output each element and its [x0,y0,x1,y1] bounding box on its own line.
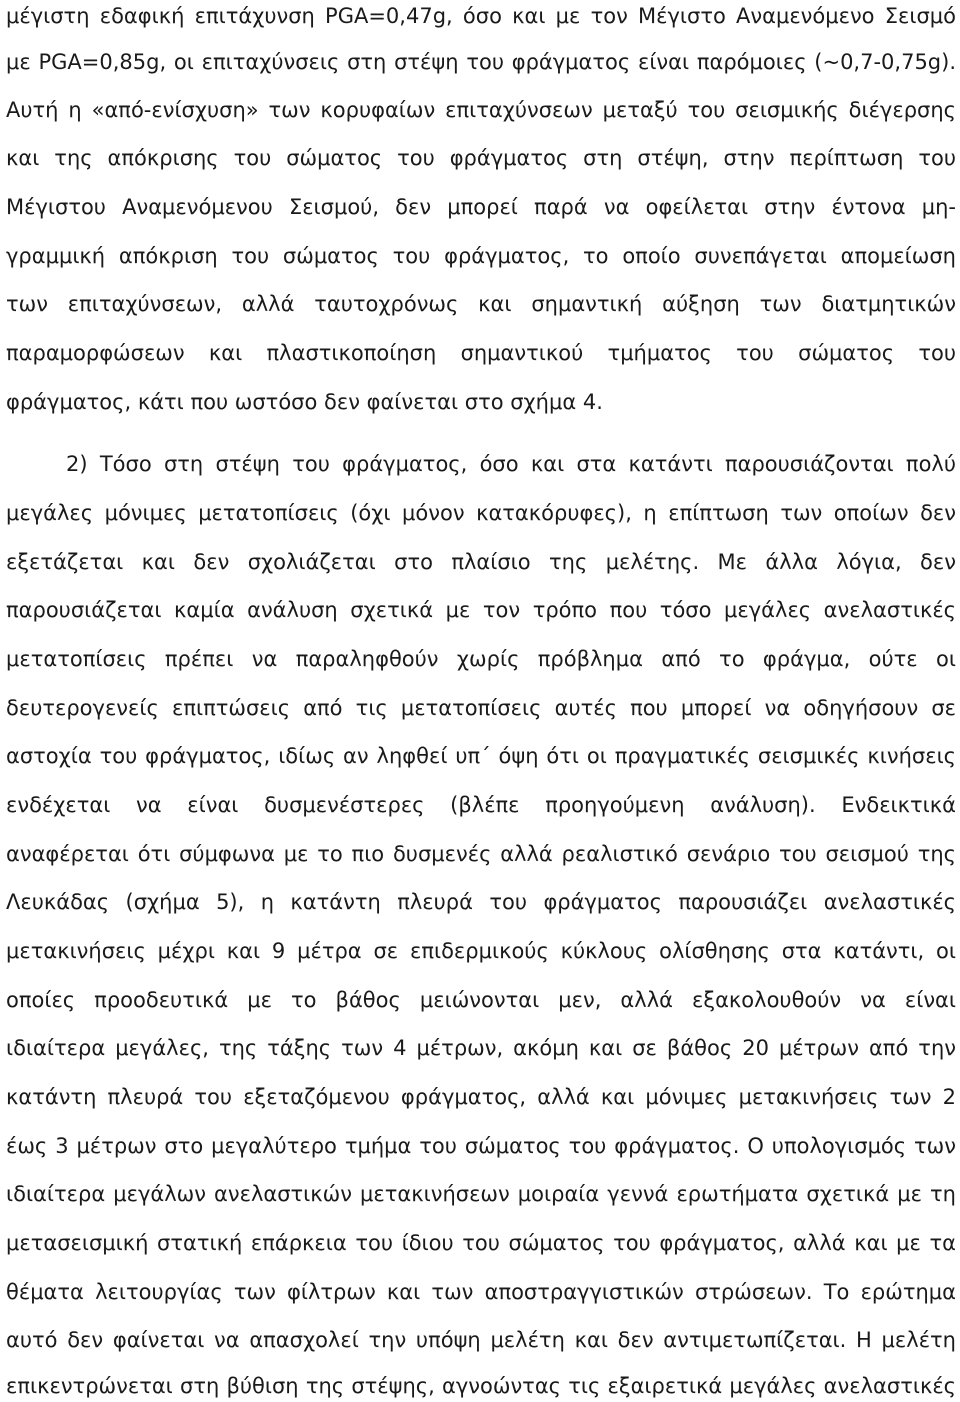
text-line: ενδέχεται να είναι δυσμενέστερες (βλέπε προηγούμενη ανάλυση). Ενδεικτικά [6,793,956,817]
text-line: μέγιστη εδαφική επιτάχυνση PGA=0,47g, όσο και με τον Μέγιστο Αναμενόμενο Σεισμό [6,4,956,28]
text-line: κατάντη πλευρά του εξεταζόμενου φράγματος, αλλά και μόνιμες μετακινήσεις των 2 [6,1085,956,1109]
text-line: έως 3 μέτρων στο μεγαλύτερο τμήμα του σώματος του φράγματος. Ο υπολογισμός των [6,1134,956,1158]
text-line: φράγματος, κάτι που ωστόσο δεν φαίνεται στο σχήμα 4. [6,390,603,414]
text-line: αστοχία του φράγματος, ιδίως αν ληφθεί υπ΄ όψη ότι οι πραγματικές σεισμικές κινήσεις [6,744,956,768]
text-line: με PGA=0,85g, οι επιταχύνσεις στη στέψη του φράγματος είναι παρόμοιες (~0,7-0,75g). [6,50,956,74]
text-line: παραμορφώσεων και πλαστικοποίηση σημαντικού τμήματος του σώματος του [6,341,956,365]
text-line: οποίες προοδευτικά με το βάθος μειώνονται μεν, αλλά εξακολουθούν να είναι [6,988,956,1012]
text-line: 2) Τόσο στη στέψη του φράγματος, όσο και στα κατάντι παρουσιάζονται πολύ [66,452,956,476]
text-line: παρουσιάζεται καμία ανάλυση σχετικά με τον τρόπο που τόσο μεγάλες ανελαστικές [6,598,956,622]
text-line: και της απόκρισης του σώματος του φράγματος στη στέψη, στην περίπτωση του [6,146,956,170]
text-line: θέματα λειτουργίας των φίλτρων και των αποστραγγιστικών στρώσεων. Το ερώτημα [6,1280,956,1304]
text-line: μετασεισμική στατική επάρκεια του ίδιου του σώματος του φράγματος, αλλά και με τα [6,1231,956,1255]
text-line: Μέγιστου Αναμενόμενου Σεισμού, δεν μπορεί παρά να οφείλεται στην έντονα μη- [6,195,956,219]
text-line: ιδιαίτερα μεγάλες, της τάξης των 4 μέτρων, ακόμη και σε βάθος 20 μέτρων από την [6,1036,956,1060]
text-line: επικεντρώνεται στη βύθιση της στέψης, αγνοώντας τις εξαιρετικά μεγάλες ανελαστικές [6,1374,956,1398]
text-line: ιδιαίτερα μεγάλων ανελαστικών μετακινήσεων μοιραία γεννά ερωτήματα σχετικά με τη [6,1182,956,1206]
text-line: μετακινήσεις μέχρι και 9 μέτρα σε επιδερμικούς κύκλους ολίσθησης στα κατάντι, οι [6,939,956,963]
text-line: εξετάζεται και δεν σχολιάζεται στο πλαίσιο της μελέτης. Με άλλα λόγια, δεν [6,550,956,574]
text-line: μετατοπίσεις πρέπει να παραληφθούν χωρίς πρόβλημα από το φράγμα, ούτε οι [6,647,956,671]
text-line: Αυτή η «από-ενίσχυση» των κορυφαίων επιταχύνσεων μεταξύ του σεισμικής διέγερσης [6,98,956,122]
text-line: δευτερογενείς επιπτώσεις από τις μετατοπίσεις αυτές που μπορεί να οδηγήσουν σε [6,696,956,720]
text-line: Λευκάδας (σχήμα 5), η κατάντη πλευρά του φράγματος παρουσιάζει ανελαστικές [6,890,956,914]
text-line: αναφέρεται ότι σύμφωνα με το πιο δυσμενές αλλά ρεαλιστικό σενάριο του σεισμού της [6,842,956,866]
text-line: των επιταχύνσεων, αλλά ταυτοχρόνως και σημαντική αύξηση των διατμητικών [6,292,956,316]
text-line: μεγάλες μόνιμες μετατοπίσεις (όχι μόνον κατακόρυφες), η επίπτωση των οποίων δεν [6,501,956,525]
text-line: γραμμική απόκριση του σώματος του φράγματος, το οποίο συνεπάγεται απομείωση [6,244,956,268]
text-line: αυτό δεν φαίνεται να απασχολεί την υπόψη μελέτη και δεν αντιμετωπίζεται. Η μελέτη [6,1328,956,1352]
